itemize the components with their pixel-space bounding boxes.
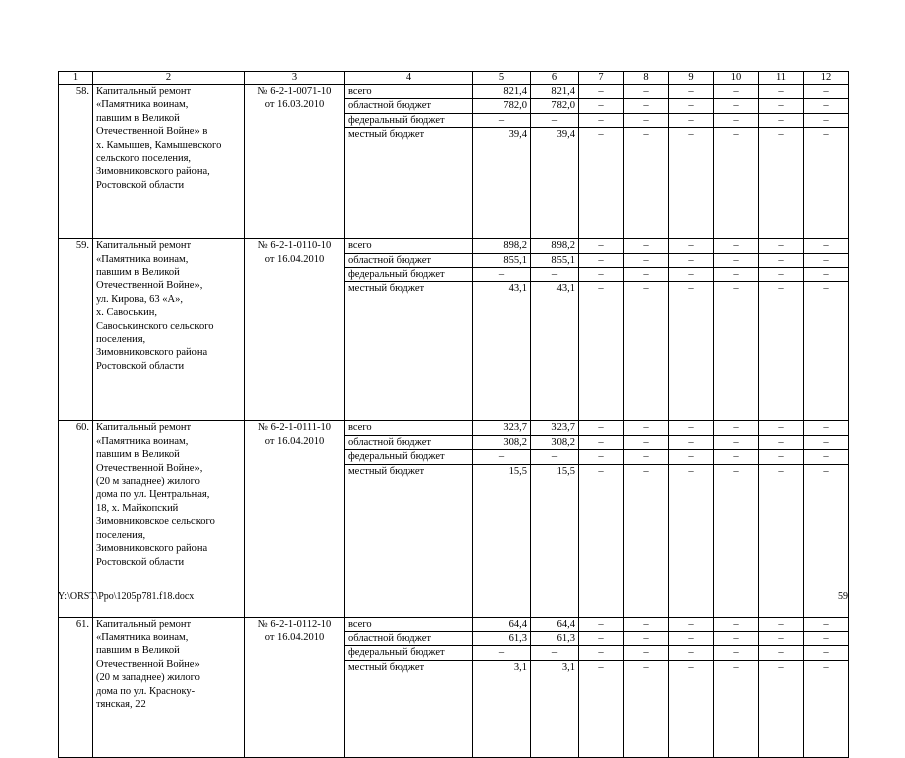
amount-cell: –	[759, 99, 804, 113]
amount-cell: –	[804, 646, 849, 660]
amount-year: 39,4	[531, 128, 579, 239]
amount-cell: –	[714, 450, 759, 464]
amount-cell: –	[624, 435, 669, 449]
amount-cell: –	[804, 450, 849, 464]
document-reference: № 6-2-1-0110-10 от 16.04.2010	[245, 239, 345, 421]
funding-source: всего	[345, 617, 473, 631]
amount-cell: –	[759, 660, 804, 757]
amount-year: 43,1	[531, 282, 579, 421]
amount-cell: –	[579, 282, 624, 421]
amount-cell: –	[624, 282, 669, 421]
amount-total: 855,1	[473, 253, 531, 267]
page-number: 59	[838, 591, 848, 602]
amount-cell: –	[714, 435, 759, 449]
amount-cell: –	[624, 99, 669, 113]
amount-year: 3,1	[531, 660, 579, 757]
column-header: 3	[245, 72, 345, 85]
column-header: 4	[345, 72, 473, 85]
funding-source: всего	[345, 85, 473, 99]
funding-source: федеральный бюджет	[345, 268, 473, 282]
amount-cell: –	[624, 85, 669, 99]
amount-cell: –	[804, 632, 849, 646]
funding-source: местный бюджет	[345, 128, 473, 239]
amount-cell: –	[669, 282, 714, 421]
object-description: Капитальный ремонт «Памятника воинам, павшим в Великой Отечественной Войне» в х. Камышев, Камышевского сельского поселения, Зимовниковского района, Ростовской области	[93, 85, 245, 239]
amount-cell: –	[714, 464, 759, 617]
funding-source: всего	[345, 421, 473, 435]
amount-cell: –	[759, 450, 804, 464]
amount-cell: –	[624, 239, 669, 253]
amount-total: 64,4	[473, 617, 531, 631]
amount-cell: –	[714, 113, 759, 127]
table-row	[59, 617, 849, 631]
amount-cell: –	[714, 99, 759, 113]
amount-cell: –	[714, 268, 759, 282]
funding-source: областной бюджет	[345, 435, 473, 449]
amount-cell: –	[714, 85, 759, 99]
amount-total: 323,7	[473, 421, 531, 435]
amount-cell: –	[624, 450, 669, 464]
amount-cell: –	[624, 421, 669, 435]
amount-cell: –	[714, 282, 759, 421]
amount-cell: –	[624, 128, 669, 239]
amount-cell: –	[669, 435, 714, 449]
amount-cell: –	[669, 113, 714, 127]
table-row	[59, 421, 849, 435]
amount-cell: –	[579, 239, 624, 253]
amount-cell: –	[714, 239, 759, 253]
amount-cell: –	[804, 113, 849, 127]
amount-cell: –	[669, 450, 714, 464]
amount-cell: –	[669, 239, 714, 253]
amount-cell: –	[579, 421, 624, 435]
amount-cell: –	[579, 617, 624, 631]
amount-cell: –	[669, 253, 714, 267]
amount-cell: –	[804, 464, 849, 617]
amount-cell: –	[759, 268, 804, 282]
amount-cell: –	[714, 660, 759, 757]
column-header: 7	[579, 72, 624, 85]
amount-cell: –	[804, 421, 849, 435]
amount-cell: –	[579, 113, 624, 127]
amount-total: 821,4	[473, 85, 531, 99]
amount-cell: –	[759, 421, 804, 435]
object-description: Капитальный ремонт «Памятника воинам, павшим в Великой Отечественной Войне» (20 м западнее) жилого дома по ул. Красноку- тянская, 22	[93, 617, 245, 757]
amount-year: 855,1	[531, 253, 579, 267]
amount-year: –	[531, 646, 579, 660]
column-header: 9	[669, 72, 714, 85]
amount-cell: –	[669, 617, 714, 631]
amount-total: 43,1	[473, 282, 531, 421]
amount-cell: –	[579, 632, 624, 646]
amount-cell: –	[624, 253, 669, 267]
amount-cell: –	[579, 660, 624, 757]
amount-cell: –	[759, 464, 804, 617]
footer-file-path: Y:\ORST\Ppo\1205p781.f18.docx	[58, 591, 195, 602]
funding-source: областной бюджет	[345, 632, 473, 646]
amount-cell: –	[579, 99, 624, 113]
funding-source: местный бюджет	[345, 282, 473, 421]
amount-total: –	[473, 450, 531, 464]
amount-cell: –	[669, 99, 714, 113]
amount-cell: –	[624, 646, 669, 660]
amount-cell: –	[669, 85, 714, 99]
amount-cell: –	[579, 268, 624, 282]
amount-cell: –	[669, 128, 714, 239]
amount-year: 821,4	[531, 85, 579, 99]
funding-source: всего	[345, 239, 473, 253]
amount-total: 308,2	[473, 435, 531, 449]
amount-cell: –	[759, 128, 804, 239]
amount-cell: –	[579, 464, 624, 617]
amount-total: 15,5	[473, 464, 531, 617]
budget-table	[58, 71, 849, 758]
amount-cell: –	[759, 253, 804, 267]
amount-year: 15,5	[531, 464, 579, 617]
amount-cell: –	[759, 282, 804, 421]
amount-total: –	[473, 646, 531, 660]
funding-source: федеральный бюджет	[345, 113, 473, 127]
amount-cell: –	[624, 268, 669, 282]
amount-cell: –	[624, 617, 669, 631]
amount-cell: –	[669, 660, 714, 757]
amount-cell: –	[579, 435, 624, 449]
amount-cell: –	[759, 646, 804, 660]
row-number: 61.	[59, 617, 93, 757]
object-description: Капитальный ремонт «Памятника воинам, павшим в Великой Отечественной Войне», ул. Кирова, 63 «А», х. Савоськин, Савоськинского сельского поселения, Зимовниковского района Ростовской области	[93, 239, 245, 421]
amount-cell: –	[669, 421, 714, 435]
amount-cell: –	[804, 85, 849, 99]
amount-total: 898,2	[473, 239, 531, 253]
column-header: 10	[714, 72, 759, 85]
amount-cell: –	[759, 85, 804, 99]
amount-total: 39,4	[473, 128, 531, 239]
amount-total: –	[473, 268, 531, 282]
amount-cell: –	[669, 632, 714, 646]
amount-cell: –	[714, 646, 759, 660]
amount-total: 3,1	[473, 660, 531, 757]
funding-source: областной бюджет	[345, 99, 473, 113]
amount-year: –	[531, 113, 579, 127]
amount-cell: –	[759, 632, 804, 646]
amount-year: 308,2	[531, 435, 579, 449]
table-row	[59, 85, 849, 99]
object-description: Капитальный ремонт «Памятника воинам, павшим в Великой Отечественной Войне», (20 м западнее) жилого дома по ул. Центральная, 18, х. Майкопский Зимовниковское сельского поселения, Зимовниковского района Ростовской области	[93, 421, 245, 617]
amount-cell: –	[579, 253, 624, 267]
table-row	[59, 239, 849, 253]
amount-cell: –	[579, 128, 624, 239]
amount-cell: –	[714, 128, 759, 239]
column-header: 2	[93, 72, 245, 85]
document-reference: № 6-2-1-0111-10 от 16.04.2010	[245, 421, 345, 617]
row-number: 58.	[59, 85, 93, 239]
funding-source: местный бюджет	[345, 464, 473, 617]
amount-cell: –	[579, 85, 624, 99]
amount-cell: –	[804, 239, 849, 253]
amount-cell: –	[804, 268, 849, 282]
funding-source: областной бюджет	[345, 253, 473, 267]
column-header: 12	[804, 72, 849, 85]
funding-source: местный бюджет	[345, 660, 473, 757]
column-header: 11	[759, 72, 804, 85]
amount-cell: –	[714, 617, 759, 631]
amount-cell: –	[669, 464, 714, 617]
amount-cell: –	[669, 268, 714, 282]
column-header: 1	[59, 72, 93, 85]
amount-cell: –	[804, 253, 849, 267]
column-header: 5	[473, 72, 531, 85]
document-reference: № 6-2-1-0112-10 от 16.04.2010	[245, 617, 345, 757]
amount-cell: –	[804, 128, 849, 239]
header-row	[59, 72, 849, 85]
amount-cell: –	[714, 632, 759, 646]
funding-source: федеральный бюджет	[345, 646, 473, 660]
amount-cell: –	[624, 464, 669, 617]
amount-year: 782,0	[531, 99, 579, 113]
amount-total: 61,3	[473, 632, 531, 646]
amount-total: –	[473, 113, 531, 127]
amount-year: –	[531, 268, 579, 282]
amount-year: 64,4	[531, 617, 579, 631]
amount-year: 61,3	[531, 632, 579, 646]
amount-cell: –	[579, 646, 624, 660]
amount-year: 898,2	[531, 239, 579, 253]
amount-year: –	[531, 450, 579, 464]
amount-cell: –	[804, 282, 849, 421]
column-header: 6	[531, 72, 579, 85]
amount-cell: –	[804, 99, 849, 113]
amount-cell: –	[804, 617, 849, 631]
amount-cell: –	[624, 660, 669, 757]
amount-cell: –	[759, 435, 804, 449]
amount-cell: –	[759, 113, 804, 127]
amount-cell: –	[759, 617, 804, 631]
table-body	[59, 85, 849, 758]
amount-cell: –	[804, 660, 849, 757]
amount-cell: –	[714, 253, 759, 267]
amount-cell: –	[714, 421, 759, 435]
amount-total: 782,0	[473, 99, 531, 113]
amount-year: 323,7	[531, 421, 579, 435]
amount-cell: –	[624, 632, 669, 646]
amount-cell: –	[759, 239, 804, 253]
amount-cell: –	[579, 450, 624, 464]
amount-cell: –	[804, 435, 849, 449]
row-number: 59.	[59, 239, 93, 421]
amount-cell: –	[624, 113, 669, 127]
document-reference: № 6-2-1-0071-10 от 16.03.2010	[245, 85, 345, 239]
funding-source: федеральный бюджет	[345, 450, 473, 464]
column-header: 8	[624, 72, 669, 85]
row-number: 60.	[59, 421, 93, 617]
amount-cell: –	[669, 646, 714, 660]
